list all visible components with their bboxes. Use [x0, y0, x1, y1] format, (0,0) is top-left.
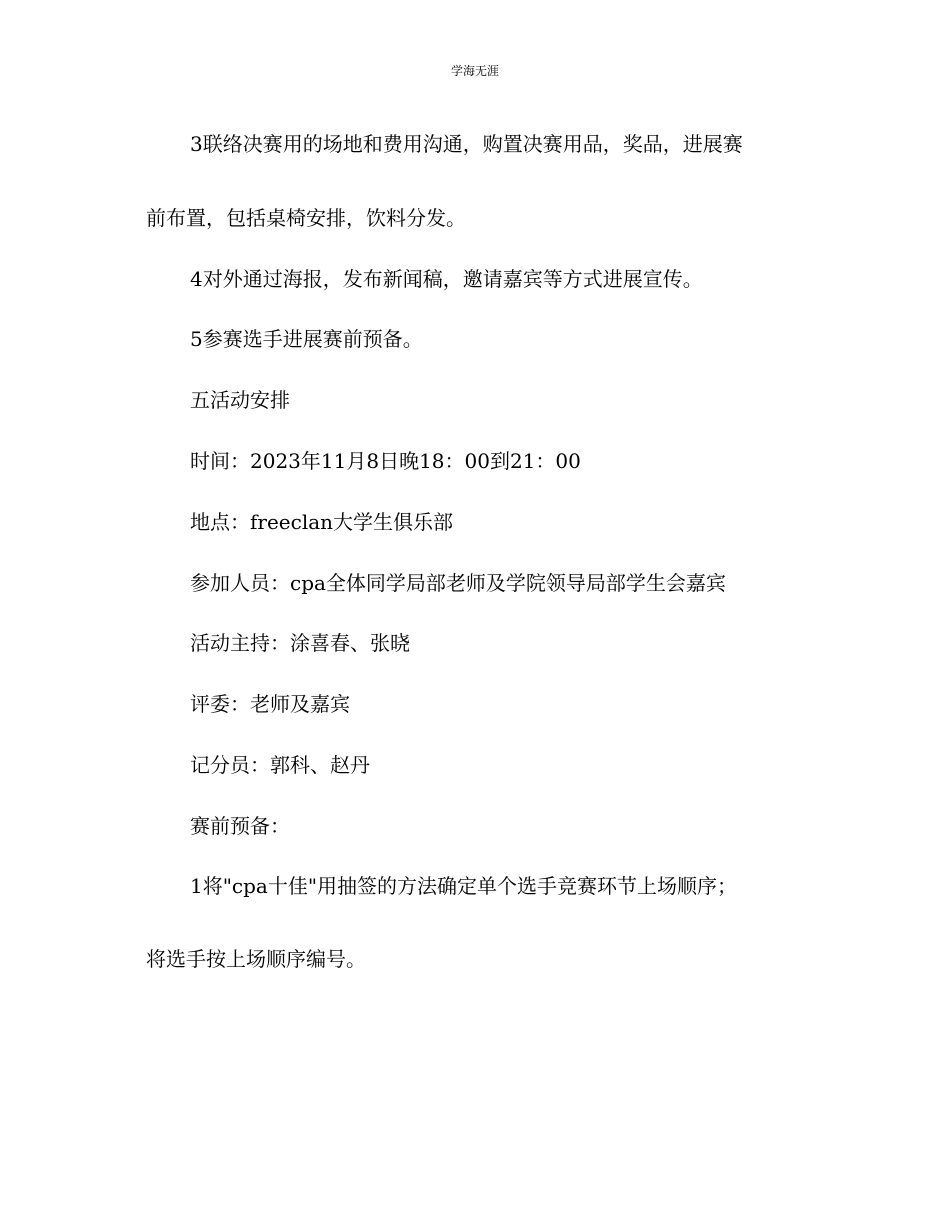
- paragraph-line: 1将"cpa十佳"用抽签的方法确定单个选手竞赛环节上场顺序；: [190, 874, 738, 898]
- paragraph-line: 活动主持：涂喜春、张晓: [190, 631, 410, 655]
- paragraph-line: 赛前预备：: [190, 814, 290, 838]
- page-header: 学海无涯: [450, 64, 499, 78]
- paragraph-line: 评委：老师及嘉宾: [190, 692, 350, 716]
- paragraph-line: 4对外通过海报，发布新闻稿，邀请嘉宾等方式进展宣传。: [190, 267, 703, 291]
- paragraph-line: 3联络决赛用的场地和费用沟通，购置决赛用品，奖品，进展赛: [190, 132, 743, 156]
- paragraph-line: 地点：freeclan大学生俱乐部: [190, 510, 454, 534]
- section-heading: 五活动安排: [190, 388, 290, 412]
- paragraph-line: 前布置，包括桌椅安排，饮料分发。: [146, 206, 466, 230]
- paragraph-line: 记分员：郭科、赵丹: [190, 753, 370, 777]
- paragraph-line: 时间：2023年11月8日晚18：00到21：00: [190, 449, 581, 473]
- paragraph-line: 参加人员：cpa全体同学局部老师及学院领导局部学生会嘉宾: [190, 571, 726, 595]
- paragraph-line: 将选手按上场顺序编号。: [146, 947, 366, 971]
- paragraph-line: 5参赛选手进展赛前预备。: [190, 327, 423, 351]
